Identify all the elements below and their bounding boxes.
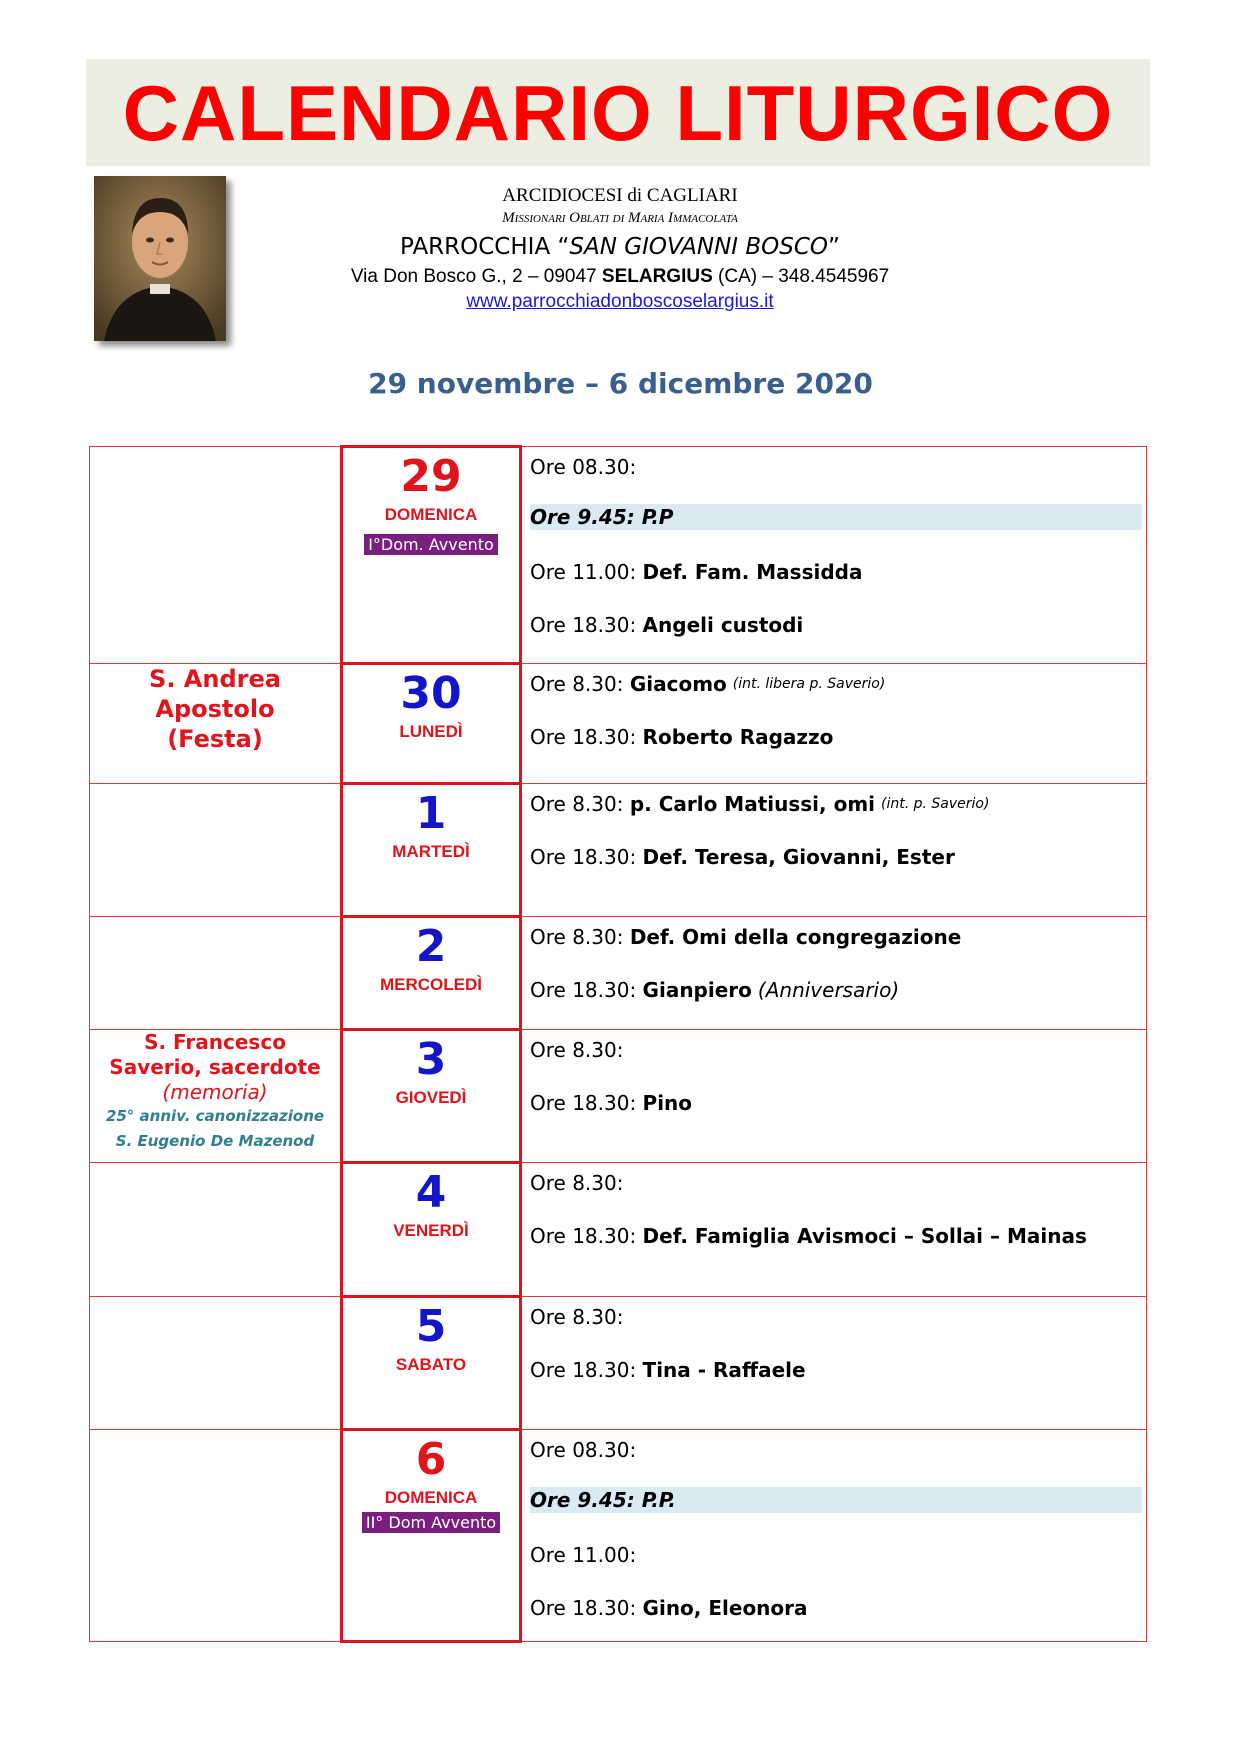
mass-line: [530, 1535, 1146, 1588]
mass-time: Ore 18.30:: [530, 1224, 643, 1248]
day-number: 30: [400, 668, 462, 719]
mass-intention: Gino, Eleonora: [642, 1596, 808, 1620]
mass-time: Ore 18.30:: [530, 725, 643, 749]
saint-name-line: S. Andrea: [149, 665, 281, 693]
day-row: [90, 784, 1147, 917]
mass-line: [530, 447, 1146, 500]
mass-note: (Anniversario): [757, 978, 900, 1002]
day-cell: [342, 1163, 521, 1297]
mass-cell: [521, 1430, 1147, 1642]
mass-time: Ore 18.30:: [530, 978, 643, 1002]
mass-time: Ore 18.30:: [530, 1091, 643, 1115]
day-number: 2: [415, 921, 447, 972]
mass-line: [530, 1430, 1146, 1483]
mass-line: [530, 504, 1142, 530]
saint-name-line: Saverio, sacerdote: [109, 1055, 321, 1079]
mass-line: [530, 1030, 1146, 1083]
day-name: GIOVEDÌ: [395, 1088, 467, 1107]
mass-time: Ore 18.30:: [530, 845, 643, 869]
page-title: CALENDARIO LITURGICO: [122, 68, 1114, 157]
mass-line: [530, 837, 1146, 890]
day-number: 6: [415, 1434, 447, 1485]
day-cell: [342, 917, 521, 1030]
saint-cell: [90, 447, 342, 664]
saint-name-line: Apostolo: [155, 695, 275, 723]
day-cell: [342, 1030, 521, 1163]
day-row: [90, 1430, 1147, 1642]
mass-line: [530, 970, 1146, 1023]
mass-time: Ore 8.30:: [530, 1305, 624, 1329]
saint-cell: [90, 1430, 342, 1642]
mass-line: [530, 664, 1146, 717]
saint-name-line: (Festa): [167, 725, 263, 753]
mass-intention: Def. Fam. Massidda: [642, 560, 863, 584]
parish-info: [300, 184, 940, 314]
day-row: [90, 1030, 1147, 1163]
portrait-image: [94, 176, 226, 341]
mass-line: [530, 717, 1146, 770]
address-city: SELARGIUS: [601, 266, 713, 287]
mass-intention: Angeli custodi: [642, 613, 804, 637]
saint-cell: [90, 784, 342, 917]
mass-line: [530, 605, 1146, 658]
week-range: 29 novembre – 6 dicembre 2020: [368, 367, 873, 400]
day-row: [90, 447, 1147, 664]
parish-address: [300, 264, 940, 290]
mass-time: Ore 9.45: P.P: [530, 505, 674, 529]
day-name: MARTEDÌ: [392, 842, 470, 861]
mass-line: [530, 1487, 1142, 1513]
parish-prefix: PARROCCHIA “: [400, 234, 570, 260]
mass-time: Ore 8.30:: [530, 792, 630, 816]
mass-intention: Def. Teresa, Giovanni, Ester: [642, 845, 955, 869]
mass-time: Ore 08.30:: [530, 455, 637, 479]
saint-memoria: (memoria): [162, 1080, 268, 1104]
day-number: 5: [415, 1301, 447, 1352]
mass-time: Ore 8.30:: [530, 925, 630, 949]
liturgical-badge: II° Dom Avvento: [362, 1512, 500, 1533]
parish-saint: SAN GIOVANNI BOSCO: [569, 234, 829, 260]
day-number: 3: [415, 1034, 447, 1085]
mass-time: Ore 8.30:: [530, 672, 630, 696]
mass-time: Ore 11.00:: [530, 560, 643, 584]
day-cell: [342, 1297, 521, 1430]
mass-line: [530, 1216, 1146, 1269]
title-banner: [86, 59, 1150, 166]
mass-line: [530, 1588, 1146, 1641]
day-row: [90, 664, 1147, 784]
mass-line: [530, 1083, 1146, 1136]
day-name: LUNEDÌ: [399, 722, 463, 741]
mass-note: (int. libera p. Saverio): [732, 676, 886, 692]
day-name: SABATO: [395, 1355, 467, 1374]
mass-cell: [521, 664, 1147, 784]
mass-cell: [521, 447, 1147, 664]
saint-cell: [90, 664, 342, 784]
day-name: MERCOLEDÌ: [380, 975, 482, 994]
saint-name-line: S. Francesco: [144, 1030, 286, 1054]
mass-time: Ore 9.45: P.P.: [530, 1488, 676, 1512]
mass-intention: Pino: [642, 1091, 693, 1115]
saint-cell: [90, 1163, 342, 1297]
mass-line: [530, 917, 1146, 970]
day-row: [90, 1297, 1147, 1430]
mass-cell: [521, 1163, 1147, 1297]
mass-time: Ore 8.30:: [530, 1171, 624, 1195]
order-name: Missionari Oblati di Maria Immacolata: [502, 210, 738, 226]
mass-line: [530, 784, 1146, 837]
saint-cell: [90, 917, 342, 1030]
mass-cell: [521, 1297, 1147, 1430]
address-phone: (CA) – 348.4545967: [712, 266, 890, 287]
day-cell: [342, 447, 521, 664]
mass-intention: Gianpiero: [642, 978, 752, 1002]
diocese-name: ARCIDIOCESI di CAGLIARI: [502, 185, 738, 206]
mass-time: Ore 18.30:: [530, 1596, 643, 1620]
parish-suffix: ”: [828, 234, 840, 260]
day-name: DOMENICA: [384, 505, 478, 524]
parish-name: [300, 230, 940, 264]
day-number: 4: [415, 1167, 447, 1218]
mass-cell: [521, 1030, 1147, 1163]
liturgical-badge: I°Dom. Avvento: [364, 534, 498, 555]
portrait-illustration: [94, 176, 226, 341]
mass-intention: Tina - Raffaele: [642, 1358, 806, 1382]
saint-cell: [90, 1030, 342, 1163]
mass-time: Ore 11.00:: [530, 1543, 637, 1567]
mass-time: Ore 8.30:: [530, 1038, 624, 1062]
mass-line: [530, 1163, 1146, 1216]
mass-intention: Def. Omi della congregazione: [629, 925, 962, 949]
day-name: DOMENICA: [384, 1488, 478, 1507]
mass-cell: [521, 917, 1147, 1030]
mass-intention: Def. Famiglia Avismoci – Sollai – Mainas: [642, 1224, 1087, 1248]
website-link[interactable]: www.parrocchiadonboscoselargius.it: [466, 291, 774, 312]
day-cell: [342, 664, 521, 784]
day-row: [90, 917, 1147, 1030]
calendar-table: [89, 445, 1147, 1643]
anniversary-note: 25° anniv. canonizzazione: [105, 1107, 325, 1125]
mass-cell: [521, 784, 1147, 917]
day-number: 1: [415, 788, 447, 839]
day-name: VENERDÌ: [393, 1221, 469, 1240]
mass-time: Ore 18.30:: [530, 613, 643, 637]
saint-cell: [90, 1297, 342, 1430]
day-cell: [342, 784, 521, 917]
mass-intention: Roberto Ragazzo: [642, 725, 834, 749]
day-cell: [342, 1430, 521, 1642]
mass-intention: Giacomo: [629, 672, 727, 696]
address-street: Via Don Bosco G., 2 – 09047: [350, 266, 602, 287]
mass-line: [530, 1297, 1146, 1350]
mass-intention: p. Carlo Matiussi, omi: [629, 792, 876, 816]
anniversary-note: S. Eugenio De Mazenod: [115, 1132, 315, 1150]
mass-note: (int. p. Saverio): [881, 796, 990, 812]
day-number: 29: [400, 451, 462, 502]
mass-line: [530, 1350, 1146, 1403]
day-row: [90, 1163, 1147, 1297]
mass-time: Ore 18.30:: [530, 1358, 643, 1382]
mass-line: [530, 552, 1146, 605]
mass-time: Ore 08.30:: [530, 1438, 637, 1462]
